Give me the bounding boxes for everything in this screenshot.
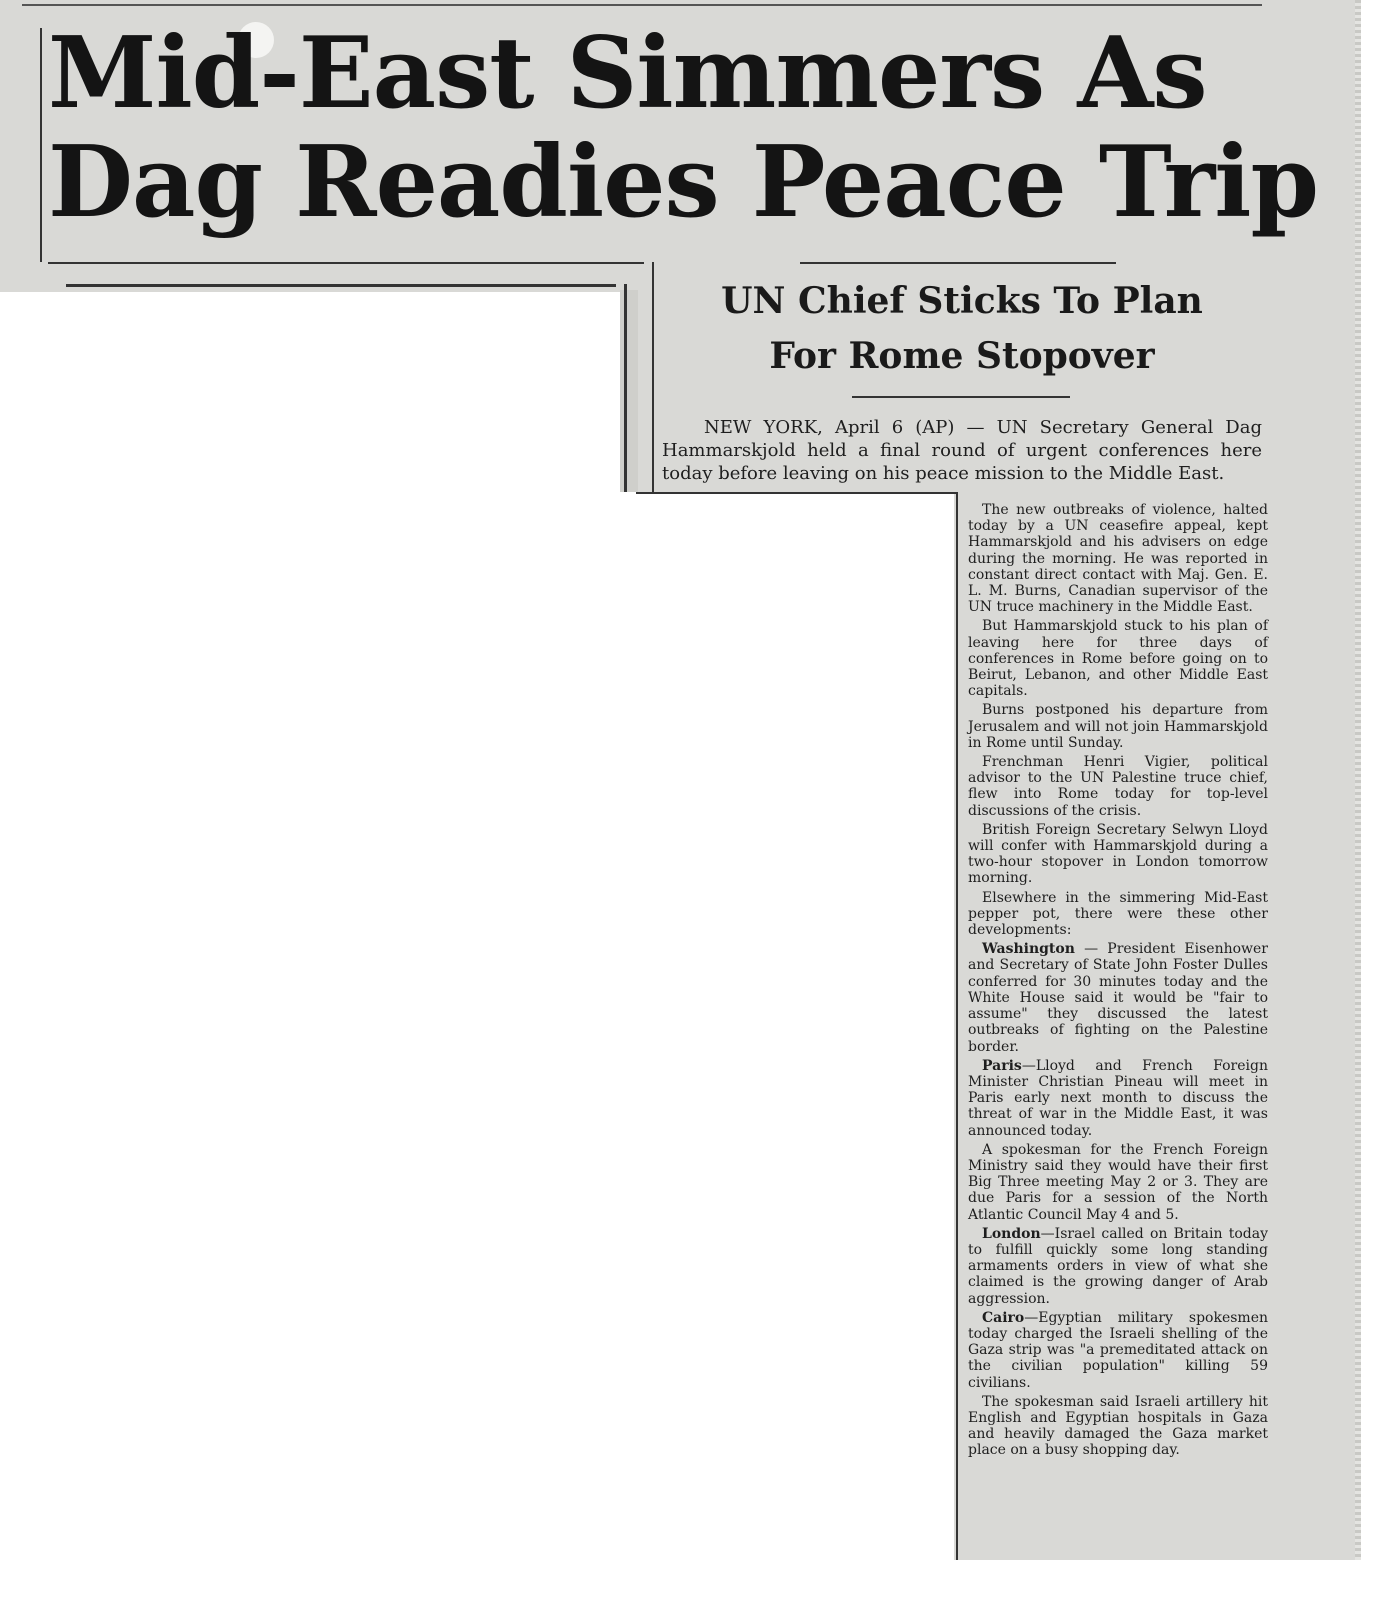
- paragraph-text: Frenchman Henri Vigier, political advisor to the UN Palestine truce chief, flew into Rome today for top-level discussions of the crisis.: [968, 754, 1268, 819]
- paragraph-text: A spokesman for the French Foreign Ministry said they would have their first Big Three meeting May 2 or 3. They are due Paris for a session of the North Atlantic Council May 4 and 5.: [968, 1141, 1268, 1223]
- paragraph-text: Elsewhere in the simmering Mid-East pepper pot, there were these other developments:: [968, 889, 1268, 939]
- dateline-lead-in: London: [982, 1225, 1041, 1242]
- subhead-line-1: UN Chief Sticks To Plan: [721, 280, 1203, 322]
- article-paragraph: [968, 822, 1268, 887]
- paragraph-text: The new outbreaks of violence, halted today by a UN ceasefire appeal, kept Hammarskjold and his advisers on edge during the morning. He was reported in constant direct contact with Maj. Gen. E. L. M. Burns, Canadian supervisor of the UN truce machinery in the Middle East.: [968, 502, 1268, 616]
- lead-paragraph: [662, 416, 1262, 485]
- paragraph-text: The spokesman said Israeli artillery hit English and Egyptian hospitals in Gaza and heavily damaged the Gaza market place on a busy shopping day.: [968, 1393, 1268, 1459]
- subhead-bottom-rule: [852, 396, 1070, 398]
- column-divider-rule: [652, 262, 654, 492]
- lead-text: NEW YORK, April 6 (AP) — UN Secretary General Dag Hammarskjold held a final round of urgent conferences here today before leaving on his peace mission to the Middle East.: [662, 417, 1262, 484]
- article-paragraph: [968, 1142, 1268, 1223]
- paragraph-text: Burns postponed his departure from Jerusalem and will not join Hammarskjold in Rome until Sunday.: [968, 702, 1268, 751]
- lead-bottom-rule: [636, 492, 956, 494]
- article-paragraph: [968, 890, 1268, 939]
- subhead-line-2: For Rome Stopover: [769, 335, 1155, 377]
- article-paragraph: [968, 1226, 1268, 1307]
- photo-right-rule: [624, 284, 627, 492]
- article-paragraph: [968, 941, 1268, 1054]
- paragraph-text: British Foreign Secretary Selwyn Lloyd will confer with Hammarskjold during a two-hour stopover in London tomorrow morning.: [968, 821, 1268, 887]
- paragraph-text: —Lloyd and French Foreign Minister Christian Pineau will meet in Paris early next month to discuss the threat of war in the Middle East, it was announced today.: [968, 1057, 1268, 1139]
- torn-edge: [1355, 0, 1361, 1560]
- dateline-lead-in: Washington: [982, 941, 1075, 958]
- left-frame-rule: [40, 28, 42, 262]
- article-paragraph: [968, 1058, 1268, 1139]
- article-paragraph: [968, 1394, 1268, 1459]
- article-paragraph: [968, 754, 1268, 819]
- article-paragraph: [968, 618, 1268, 699]
- dateline-lead-in: Paris: [982, 1057, 1022, 1074]
- top-rule: [22, 4, 1262, 6]
- article-paragraph: [968, 502, 1268, 615]
- dateline-lead-in: Cairo: [982, 1309, 1025, 1326]
- column-left-rule: [956, 492, 958, 1560]
- headline-bottom-rule: [48, 262, 644, 264]
- clipping-left-strip: [620, 290, 638, 492]
- subhead-top-rule: [800, 262, 1116, 264]
- headline-line-1: Mid-East Simmers As: [48, 16, 1207, 131]
- paragraph-text: — President Eisenhower and Secretary of State John Foster Dulles conferred for 30 minutes today and the White House said it would be "fair to assume" they discussed the latest outbreaks of fighting on the Palestine border.: [968, 941, 1268, 1055]
- paragraph-text: But Hammarskjold stuck to his plan of leaving here for three days of conferences in Rome before going on to Beirut, Lebanon, and other Middle East capitals.: [968, 618, 1268, 700]
- headline-line-2: Dag Readies Peace Trip: [48, 125, 1319, 240]
- paragraph-text: —Israel called on Britain today to fulfill quickly some long standing armaments orders in view of what she claimed is the growing danger of Arab aggression.: [968, 1225, 1268, 1307]
- blank-area-left: [0, 292, 620, 1597]
- paragraph-text: —Egyptian military spokesmen today charged the Israeli shelling of the Gaza strip was "a premeditated attack on the civilian population" killing 59 civilians.: [968, 1309, 1268, 1391]
- photo-top-rule: [66, 284, 616, 287]
- article-column: [968, 502, 1268, 1462]
- article-paragraph: [968, 702, 1268, 751]
- article-paragraph: [968, 1310, 1268, 1391]
